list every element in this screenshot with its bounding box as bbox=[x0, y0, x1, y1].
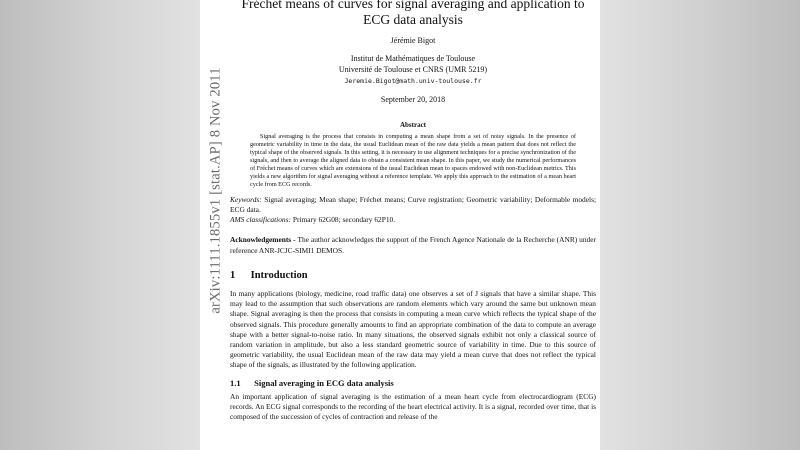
author-name: Jérémie Bigot bbox=[390, 36, 436, 45]
ack-text: The author acknowledges the support of the French Agence Nationale de la Recherche (ANR) under reference ANR-JCJC-SIMI1 DEMOS. bbox=[230, 235, 597, 255]
affiliation bbox=[230, 53, 596, 75]
arxiv-stamp bbox=[200, 60, 232, 320]
subsection-1-1-paragraph: An important application of signal averaging is the estimation of a mean heart cycle from electrocardiogram (ECG) records. An ECG signal corresponds to the recording of the heart electrical activity. It is a signal, recorded over time, that is composed of the succession of cycles of contraction and release of the bbox=[230, 391, 596, 422]
affiliation-line-2: Université de Toulouse et CNRS (UMR 5219) bbox=[338, 65, 488, 74]
section-1-paragraph: In many applications (biology, medicine, road traffic data) one observes a set of J signals that have a similar shape. This may lead to the assumption that such observations are random elements which vary around the same but unknown mean shape. Signal averaging is then the process that consists in computing a mean curve which reflects the typical shape of the observed signals. This procedure generally amounts to find an appropriate combination of the data to compute an average shape with a better signal-to-noise ratio. In many situations, the observed signals exhibit not only a classical source of random variation in amplitude, but also a less standard geometric source of variability in time. Due to this source of geometric variability, the usual Euclidean mean of the raw data may yield a mean curve that does not reflect the typical shape of the signals, as illustrated by the following application. bbox=[230, 289, 596, 370]
acknowledgements bbox=[230, 235, 596, 256]
ams-classifications bbox=[230, 215, 596, 225]
keywords-label: Keywords: bbox=[230, 195, 262, 204]
ack-label: Acknowledgements - bbox=[230, 235, 296, 244]
section-1-heading bbox=[230, 270, 596, 281]
paper-date: September 20, 2018 bbox=[380, 95, 446, 104]
page-content bbox=[230, 0, 596, 422]
section-1-title: Introduction bbox=[250, 270, 308, 281]
paper-page bbox=[200, 0, 600, 450]
author-email: Jeremie.Bigot@math.univ-toulouse.fr bbox=[344, 77, 482, 85]
subsection-1-1-heading bbox=[230, 378, 596, 388]
abstract-text: Signal averaging is the process that consists in computing a mean shape from a set of noisy signals. In the presence of geometric variability in time in the data, the usual Euclidean mean of the raw data yields a mean pattern that does not reflect the typical shape of the observed signals. In this setting, it is necessary to use alignment techniques for a precise synchronization of the signals, and then to average the aligned data to obtain a consistent mean shape. In this paper, we study the numerical performances of Fréchet means of curves which are extensions of the usual Euclidean mean to spaces endowed with non-Euclidean metrics. This yields a new algorithm for signal averaging without a reference template. We apply this approach to the estimation of a mean heart cycle from ECG records. bbox=[250, 133, 576, 188]
ams-label: AMS classifications: bbox=[230, 215, 291, 224]
keywords bbox=[230, 195, 596, 215]
paper-title: Fréchet means of curves for signal averaging and application to ECG data analysis bbox=[241, 0, 585, 27]
ams-text: Primary 62G08; secondary 62P10. bbox=[292, 215, 396, 224]
background-right bbox=[600, 0, 800, 450]
affiliation-line-1: Institut de Mathématiques de Toulouse bbox=[350, 54, 476, 63]
keywords-text: Signal averaging; Mean shape; Fréchet means; Curve registration; Geometric variability; Deformable models; ECG data. bbox=[230, 195, 596, 214]
subsection-1-1-title: Signal averaging in ECG data analysis bbox=[254, 377, 394, 388]
section-1-number: 1 bbox=[230, 270, 236, 281]
abstract-heading: Abstract bbox=[399, 121, 427, 129]
arxiv-stamp-text: arXiv:1111.1855v1 [stat.AP] 8 Nov 2011 bbox=[207, 66, 224, 314]
subsection-1-1-number: 1.1 bbox=[230, 377, 241, 388]
background-left bbox=[0, 0, 200, 450]
